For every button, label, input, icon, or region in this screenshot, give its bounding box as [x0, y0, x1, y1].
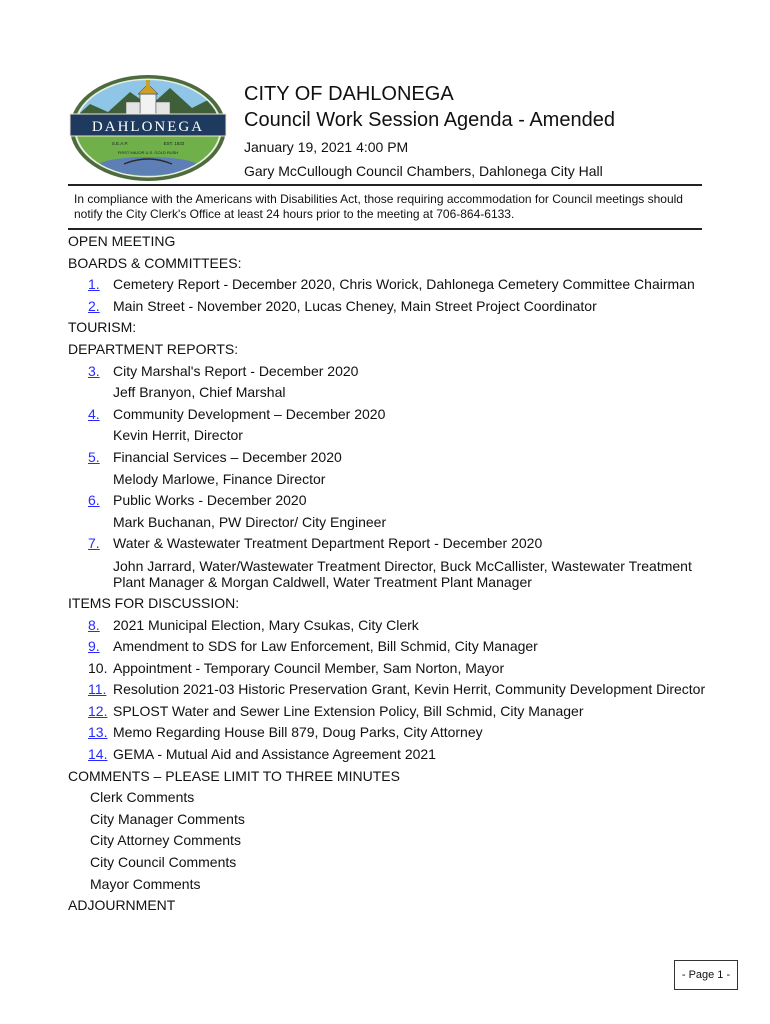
- item-presenter: Melody Marlowe, Finance Director: [113, 470, 326, 487]
- city-logo: [68, 74, 228, 182]
- item-link[interactable]: 1.: [88, 276, 100, 293]
- logo-name: DAHLONEGA: [91, 119, 205, 135]
- item-text: Community Development – December 2020: [113, 405, 386, 422]
- item-presenter: John Jarrard, Water/Wastewater Treatment Director, Buck McCallister, Wastewater Treatment Plant Manager & Morgan Caldwell, Water Treatment Plant Manager: [113, 557, 692, 590]
- item-text: SPLOST Water and Sewer Line Extension Policy, Bill Schmid, City Manager: [113, 702, 584, 719]
- comment-item: City Manager Comments: [90, 810, 245, 827]
- item-link[interactable]: 5.: [88, 448, 100, 465]
- section-comments-heading: COMMENTS – PLEASE LIMIT TO THREE MINUTES: [68, 767, 400, 784]
- agenda-item: [68, 658, 718, 680]
- agenda-subtitle: Council Work Session Agenda - Amended: [244, 109, 615, 131]
- section-tourism: TOURISM:: [68, 319, 137, 336]
- item-text: City Marshal's Report - December 2020: [113, 362, 359, 379]
- item-number: 10.: [88, 659, 108, 676]
- section-boards-heading: BOARDS & COMMITTEES:: [68, 254, 242, 271]
- agenda-item: [68, 296, 718, 318]
- page-number: - Page 1 -: [674, 960, 738, 990]
- comment-item: City Attorney Comments: [90, 832, 241, 849]
- item-link[interactable]: 4.: [88, 405, 100, 422]
- item-link[interactable]: 12.: [88, 702, 108, 719]
- logo-est-right: EST. 1833: [163, 141, 185, 146]
- comment-item: Mayor Comments: [90, 875, 201, 892]
- item-text: Amendment to SDS for Law Enforcement, Bill Schmid, City Manager: [113, 638, 538, 655]
- item-presenter: Kevin Herrit, Director: [113, 427, 243, 444]
- city-title: CITY OF DAHLONEGA: [244, 83, 454, 105]
- agenda-item: [68, 533, 718, 555]
- agenda-item: [68, 447, 718, 469]
- agenda-item: [68, 615, 718, 637]
- meeting-date: January 19, 2021 4:00 PM: [244, 139, 409, 155]
- section-open-meeting: OPEN MEETING: [68, 233, 176, 249]
- item-link[interactable]: 9.: [88, 638, 100, 655]
- item-link[interactable]: 11.: [88, 681, 107, 698]
- agenda-header: [244, 82, 615, 180]
- ada-notice: In compliance with the Americans with Disabilities Act, those requiring accommodation for Council meetings should notify the City Clerk's Office at least 24 hours prior to the meeting at 706-864-6133.: [68, 184, 702, 230]
- agenda-item: [68, 636, 718, 658]
- item-text: Cemetery Report - December 2020, Chris Worick, Dahlonega Cemetery Committee Chairman: [113, 276, 695, 293]
- agenda-item: [68, 701, 718, 723]
- item-text: 2021 Municipal Election, Mary Csukas, City Clerk: [113, 616, 419, 633]
- item-link[interactable]: 2.: [88, 297, 100, 314]
- comment-item: Clerk Comments: [90, 789, 195, 806]
- item-link[interactable]: 8.: [88, 616, 100, 633]
- item-text: Financial Services – December 2020: [113, 448, 342, 465]
- agenda-body: [68, 231, 718, 917]
- agenda-item: [68, 361, 718, 383]
- item-text: Public Works - December 2020: [113, 492, 307, 509]
- agenda-item: [68, 744, 718, 766]
- agenda-item: [68, 679, 718, 701]
- agenda-item: [68, 490, 718, 512]
- agenda-item: [68, 722, 718, 744]
- item-link[interactable]: 13.: [88, 724, 108, 741]
- section-departments-heading: DEPARTMENT REPORTS:: [68, 340, 239, 357]
- item-text: Water & Wastewater Treatment Department Report - December 2020: [113, 535, 543, 552]
- logo-est-left: S.E.A.P.: [111, 141, 129, 146]
- item-presenter: Jeff Branyon, Chief Marshal: [113, 384, 286, 401]
- item-link[interactable]: 14.: [88, 746, 108, 763]
- item-link[interactable]: 3.: [88, 362, 100, 379]
- item-text: GEMA - Mutual Aid and Assistance Agreement 2021: [113, 746, 436, 763]
- item-link[interactable]: 6.: [88, 492, 100, 509]
- comment-item: City Council Comments: [90, 854, 237, 871]
- meeting-location: Gary McCullough Council Chambers, Dahlonega City Hall: [244, 163, 603, 179]
- item-text: Resolution 2021-03 Historic Preservation Grant, Kevin Herrit, Community Development Director: [113, 681, 706, 698]
- logo-tagline: FIRST MAJOR U.S. GOLD RUSH: [117, 150, 179, 155]
- item-text: Memo Regarding House Bill 879, Doug Parks, City Attorney: [113, 724, 483, 741]
- agenda-item: [68, 274, 718, 296]
- agenda-item: [68, 404, 718, 426]
- item-link[interactable]: 7.: [88, 535, 100, 552]
- section-adjournment: ADJOURNMENT: [68, 897, 176, 914]
- section-discussion-heading: ITEMS FOR DISCUSSION:: [68, 594, 240, 611]
- item-text: Appointment - Temporary Council Member, Sam Norton, Mayor: [113, 659, 505, 676]
- item-text: Main Street - November 2020, Lucas Cheney, Main Street Project Coordinator: [113, 297, 597, 314]
- item-presenter: Mark Buchanan, PW Director/ City Engineer: [113, 513, 387, 530]
